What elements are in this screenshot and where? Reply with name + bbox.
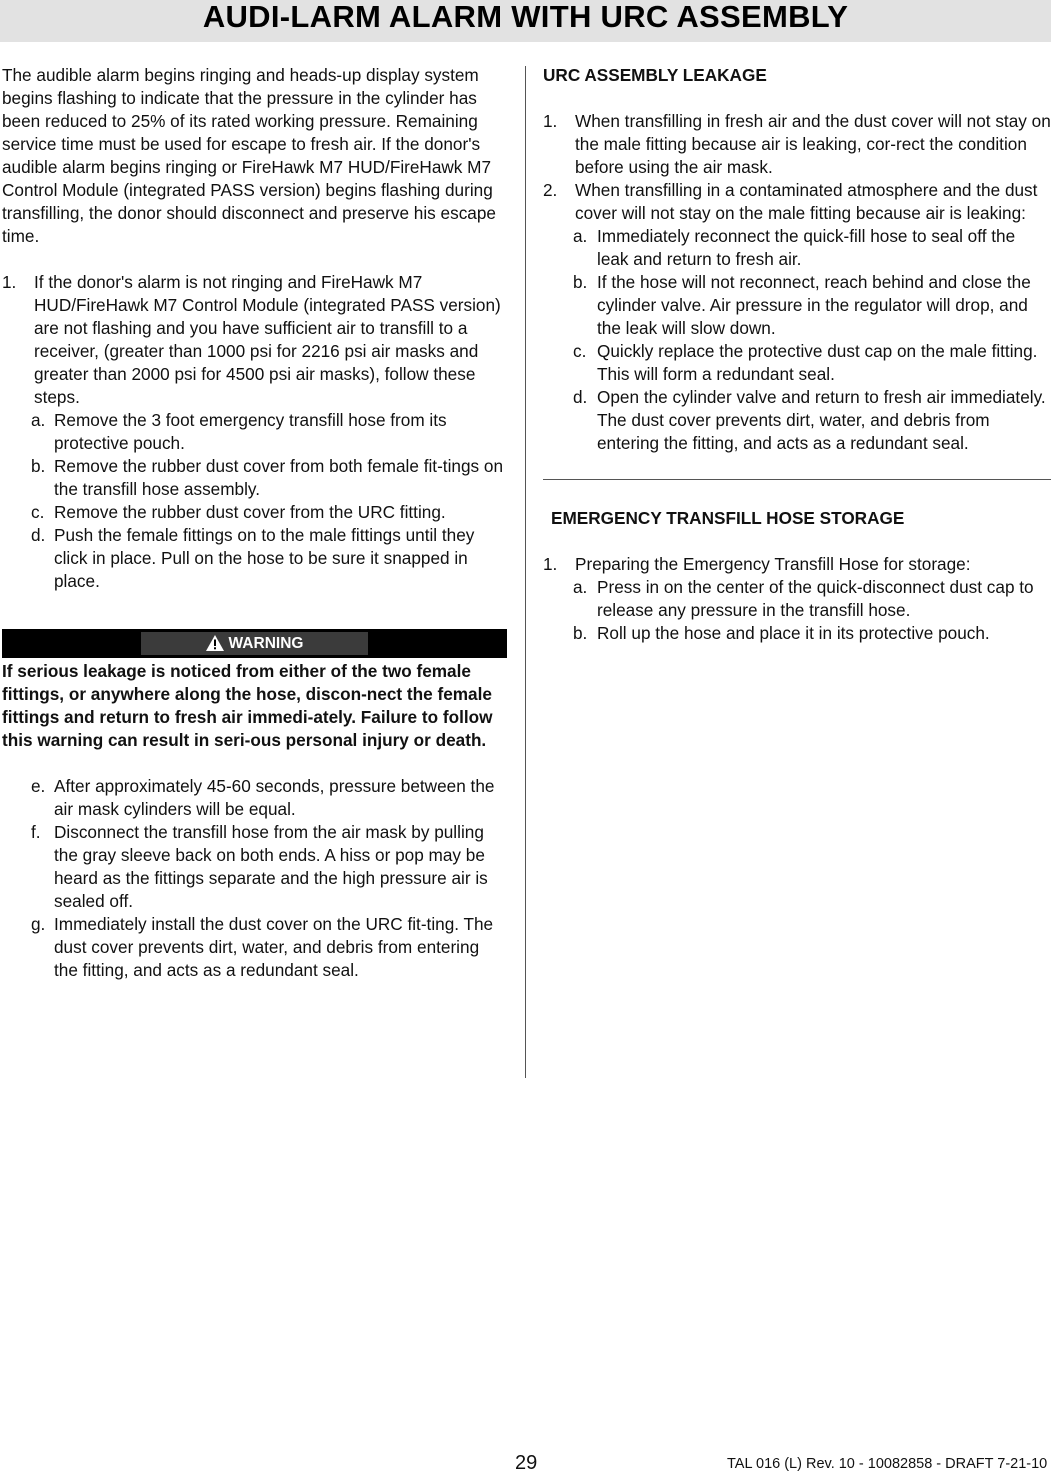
warning-label: WARNING — [228, 635, 304, 652]
leakage-substep-c: c. Quickly replace the protective dust cap on the male fitting. This will form a redundant seal. — [573, 341, 1038, 384]
substep-c: c. Remove the rubber dust cover from the URC fitting. — [31, 502, 446, 522]
left-column — [2, 64, 507, 982]
storage-substep-b: b. Roll up the hose and place it in its protective pouch. — [573, 623, 990, 643]
storage-substep-a: a. Press in on the center of the quick-disconnect dust cap to release any pressure in the transfill hose. — [573, 577, 1034, 620]
section-heading-urc-leakage: URC ASSEMBLY LEAKAGE — [543, 65, 767, 85]
warning-label-box — [141, 632, 368, 655]
storage-item-1: 1. Preparing the Emergency Transfill Hose for storage: — [543, 554, 971, 574]
step-text: If the donor's alarm is not ringing and FireHawk M7 HUD/FireHawk M7 Control Module (integrated PASS version) are not flashing and you have sufficient air to transfill to a receiver, (greater than 1000 psi for 2216 psi air masks and greater than 2000 psi for 4500 psi air masks), follow these steps. — [34, 272, 501, 407]
substep-d: d. Push the female fittings on to the male fittings until they click in place. Pull on the hose to be sure it snapped in place. — [31, 525, 475, 591]
leakage-item-1: 1. When transfilling in fresh air and the dust cover will not stay on the male fitting because air is leaking, cor-rect the condition before using the air mask. — [543, 111, 1051, 177]
warning-text: If serious leakage is noticed from either of the two female fittings, or anywhere along the hose, discon-nect the female fittings and return to fresh air immedi-ately. Failure to follow this warning can result in seri-ous personal injury or death. — [2, 661, 493, 750]
substep-f: f. Disconnect the transfill hose from the air mask by pulling the gray sleeve back on both ends. A hiss or pop may be heard as the fittings separate and the high pressure air is sealed off. — [31, 822, 488, 911]
leakage-item-2: 2. When transfilling in a contaminated atmosphere and the dust cover will not stay on the male fitting because air is leaking: — [543, 180, 1038, 223]
leakage-substep-d: d. Open the cylinder valve and return to fresh air immediately. The dust cover prevents dirt, water, and debris from entering the fitting, and acts as a redundant seal. — [573, 387, 1046, 453]
substep-a: a. Remove the 3 foot emergency transfill hose from its protective pouch. — [31, 410, 447, 453]
page-title: AUDI-LARM ALARM WITH URC ASSEMBLY — [202, 0, 849, 34]
substep-e: e. After approximately 45-60 seconds, pressure between the air mask cylinders will be equal. — [31, 776, 495, 819]
section-heading-hose-storage: EMERGENCY TRANSFILL HOSE STORAGE — [551, 508, 905, 528]
page-number: 29 — [515, 1452, 538, 1474]
warning-triangle-icon — [206, 635, 224, 651]
right-column — [543, 64, 1051, 645]
substep-g: g. Immediately install the dust cover on the URC fit-ting. The dust cover prevents dirt, water, and debris from entering the fitting, and acts as a redundant seal. — [31, 914, 494, 980]
warning-banner — [2, 629, 507, 658]
title-bar — [0, 0, 1051, 42]
document-reference: TAL 016 (L) Rev. 10 - 10082858 - DRAFT 7-21-10 — [727, 1456, 1048, 1472]
step-1 — [2, 271, 507, 409]
intro-paragraph: The audible alarm begins ringing and heads-up display system begins flashing to indicate that the pressure in the cylinder has been reduced to 25% of its rated working pressure. Remaining service time must be used for escape to fresh air. If the donor's audible alarm begins ringing or FireHawk M7 HUD/FireHawk M7 Control Module (integrated PASS version) begins flashing during transfilling, the donor should disconnect and preserve his escape time. — [2, 65, 496, 246]
substep-b: b. Remove the rubber dust cover from both female fit-tings on the transfill hose assembly. — [31, 456, 503, 499]
step-number: 1. — [2, 272, 17, 292]
leakage-substep-b: b. If the hose will not reconnect, reach behind and close the cylinder valve. Air pressure in the regulator will drop, and the leak will slow down. — [573, 272, 1031, 338]
leakage-substep-a: a. Immediately reconnect the quick-fill hose to seal off the leak and return to fresh air. — [573, 226, 1016, 269]
column-divider — [525, 66, 526, 1078]
